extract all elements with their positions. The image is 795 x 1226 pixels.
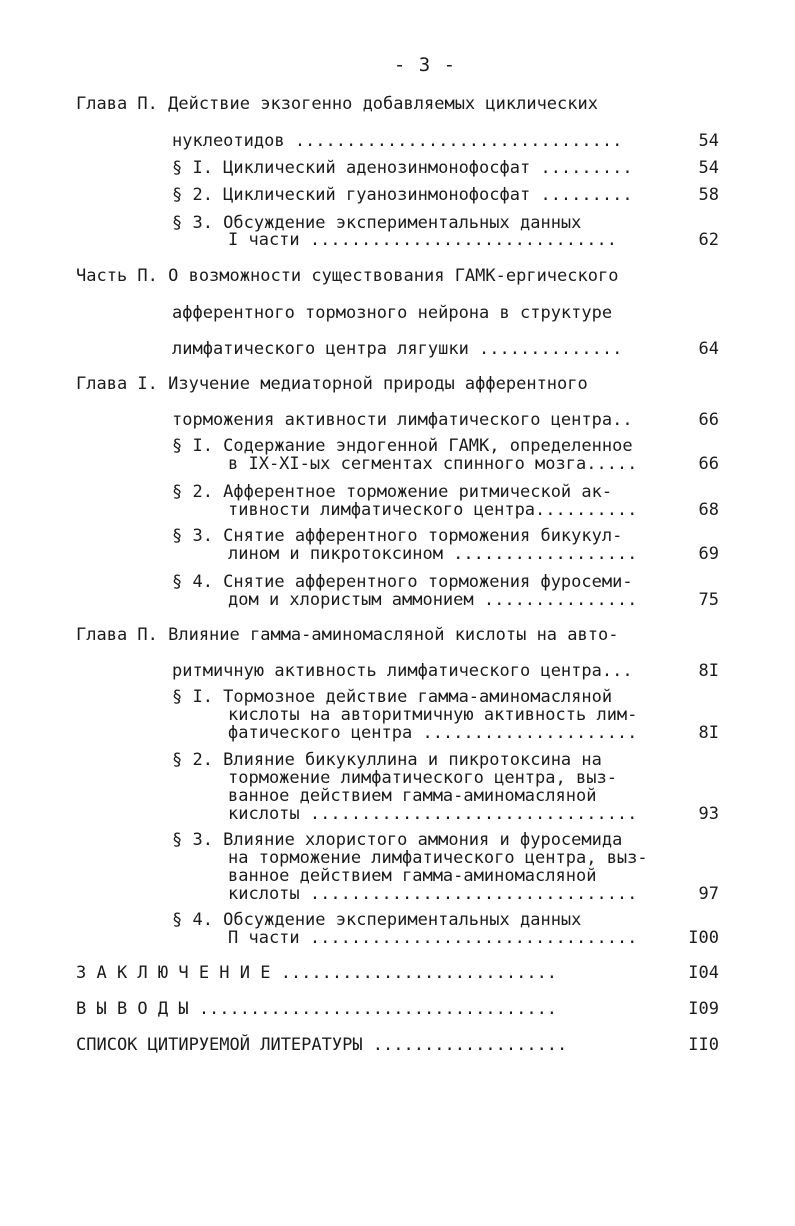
toc-line: § I. Содержание эндогенной ГАМК, определенное bbox=[172, 436, 633, 456]
toc-line: на торможение лимфатического центра, выз- bbox=[228, 848, 648, 868]
toc-page-number: I09 bbox=[688, 999, 719, 1019]
toc-line: кислоты ................................ bbox=[228, 804, 638, 824]
toc-line: § I. Тормозное действие гамма-аминомасляной bbox=[172, 687, 613, 707]
toc-line: торможения активности лимфатического центра.. bbox=[172, 410, 633, 430]
toc-page-number: 8I bbox=[698, 661, 719, 681]
toc-line: лимфатического центра лягушки .............. bbox=[172, 339, 623, 359]
toc-line: ритмичную активность лимфатического центра... bbox=[172, 661, 633, 681]
toc-page-number: II0 bbox=[688, 1035, 719, 1055]
toc-line: Глава П. Влияние гамма-аминомасляной кислоты на авто- bbox=[76, 625, 619, 645]
toc-line: кислоты ................................ bbox=[228, 884, 638, 904]
toc-line: афферентного тормозного нейрона в структуре bbox=[172, 303, 613, 323]
toc-page-number: 68 bbox=[698, 500, 719, 520]
toc-line: I части .............................. bbox=[228, 230, 617, 250]
toc-page-number: 8I bbox=[698, 723, 719, 743]
toc-line: § I. Циклический аденозинмонофосфат ......... bbox=[172, 158, 633, 178]
toc-line: СПИСОК ЦИТИРУЕМОЙ ЛИТЕРАТУРЫ ................... bbox=[76, 1035, 568, 1055]
toc-line: Глава I. Изучение медиаторной природы афферентного bbox=[76, 374, 588, 394]
toc-line: § 4. Обсуждение экспериментальных данных bbox=[172, 910, 582, 930]
toc-page-number: I04 bbox=[688, 963, 719, 983]
toc-page-number: 54 bbox=[698, 131, 719, 151]
toc-page-number: 66 bbox=[698, 454, 719, 474]
toc-line: § 3. Влияние хлористого аммония и фуросемида bbox=[172, 830, 623, 850]
toc-line: нуклеотидов ................................ bbox=[172, 131, 623, 151]
toc-line: лином и пикротоксином .................. bbox=[228, 544, 638, 564]
toc-line: § 4. Снятие афферентного торможения фуросеми- bbox=[172, 572, 633, 592]
toc-line: ванное действием гамма-аминомасляной bbox=[228, 786, 597, 806]
toc-line: В Ы В О Д Ы ................................... bbox=[76, 999, 558, 1019]
toc-line: § 2. Афферентное торможение ритмической ак- bbox=[172, 482, 613, 502]
toc-line: Часть П. О возможности существования ГАМК-ергического bbox=[76, 266, 619, 286]
toc-page-number: 66 bbox=[698, 410, 719, 430]
toc-line: фатического центра ..................... bbox=[228, 723, 638, 743]
toc-page-number: 58 bbox=[698, 185, 719, 205]
toc-line: П части ................................ bbox=[228, 928, 638, 948]
toc-line: Глава П. Действие экзогенно добавляемых циклических bbox=[76, 94, 598, 114]
toc-page-number: 93 bbox=[698, 804, 719, 824]
toc-page-number: 97 bbox=[698, 884, 719, 904]
toc-page-number: 75 bbox=[698, 590, 719, 610]
page-number: - 3 - bbox=[393, 54, 457, 76]
toc-line: тивности лимфатического центра.......... bbox=[228, 500, 638, 520]
toc-line: З А К Л Ю Ч Е Н И Е ........................... bbox=[76, 963, 558, 983]
toc-page-number: 69 bbox=[698, 544, 719, 564]
toc-line: § 2. Влияние бикукуллина и пикротоксина на bbox=[172, 750, 602, 770]
toc-line: кислоты на авторитмичную активность лим- bbox=[228, 705, 638, 725]
toc-page-number: 64 bbox=[698, 339, 719, 359]
toc-line: в IX-XI-ых сегментах спинного мозга..... bbox=[228, 454, 638, 474]
toc-line: § 3. Обсуждение экспериментальных данных bbox=[172, 213, 582, 233]
toc-page-number: 62 bbox=[698, 230, 719, 250]
toc-line: ванное действием гамма-аминомасляной bbox=[228, 866, 597, 886]
toc-line: § 3. Снятие афферентного торможения бикукул- bbox=[172, 526, 623, 546]
toc-line: дом и хлористым аммонием ............... bbox=[228, 590, 638, 610]
toc-page-number: I00 bbox=[688, 928, 719, 948]
toc-page-number: 54 bbox=[698, 158, 719, 178]
toc-line: торможение лимфатического центра, выз- bbox=[228, 768, 617, 788]
toc-line: § 2. Циклический гуанозинмонофосфат ......... bbox=[172, 185, 633, 205]
